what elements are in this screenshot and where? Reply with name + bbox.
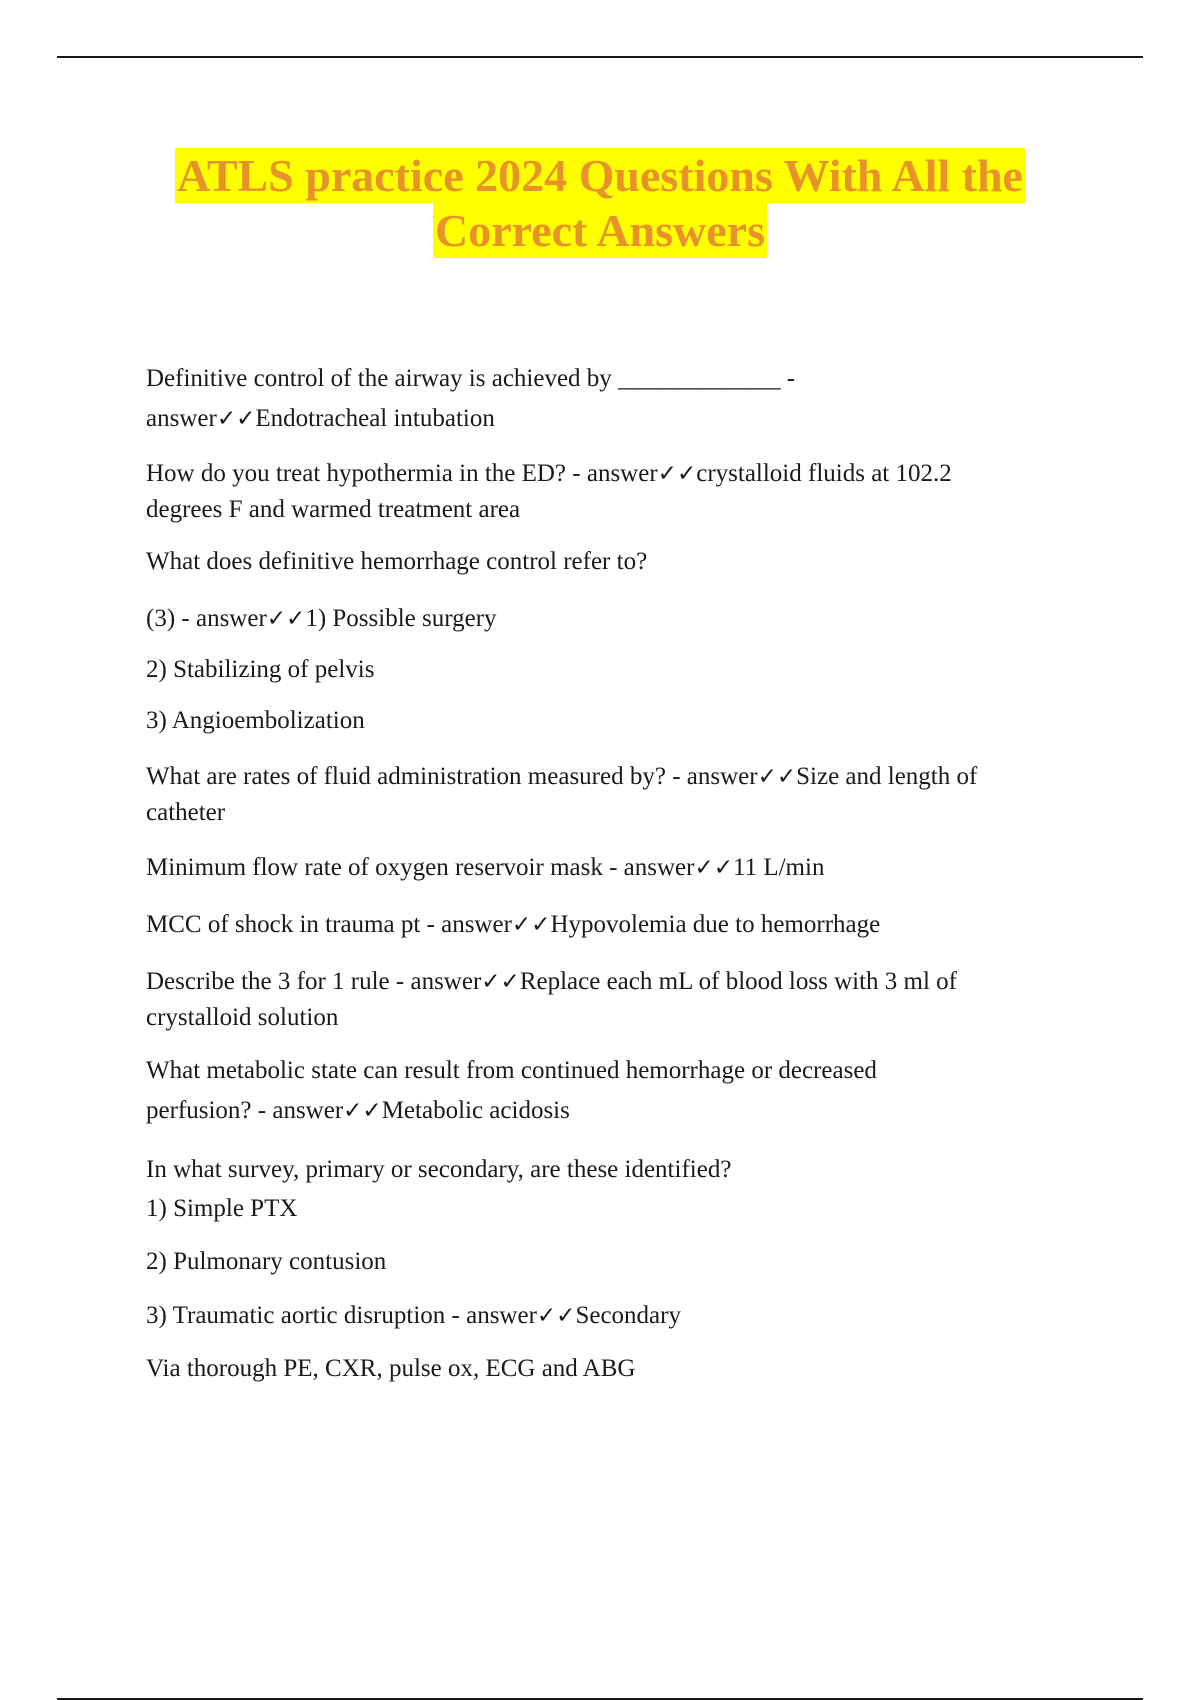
double-check-icon: ✓✓ (657, 461, 697, 487)
double-check-icon: ✓✓ (757, 764, 797, 790)
paragraph-line (146, 795, 1096, 831)
paragraph-line (146, 652, 1096, 688)
qa-paragraph (146, 759, 1096, 831)
qa-paragraph (146, 964, 1096, 1036)
paragraph-line (146, 1244, 1096, 1280)
line-text: 3) Traumatic aortic disruption - answer (146, 1302, 537, 1329)
qa-paragraph (146, 544, 1096, 580)
line-text: answer (146, 405, 217, 432)
qa-paragraph (146, 703, 1096, 739)
paragraph-line (146, 492, 1096, 528)
line-text: 2) Stabilizing of pelvis (146, 656, 375, 683)
line-text: What does definitive hemorrhage control refer to? (146, 548, 648, 575)
line-text: 1) Simple PTX (146, 1195, 298, 1222)
line-text: 3) Angioembolization (146, 707, 365, 734)
line-text: Via thorough PE, CXR, pulse ox, ECG and ABG (146, 1355, 636, 1382)
line-text: crystalloid solution (146, 1004, 339, 1031)
paragraph-line (146, 1051, 1096, 1091)
qa-paragraph (146, 652, 1096, 688)
answer-text: 11 L/min (733, 854, 825, 881)
double-check-icon: ✓✓ (343, 1098, 382, 1124)
title-line-2: Correct Answers (435, 205, 765, 256)
qa-paragraph (146, 1152, 1096, 1188)
answer-text: 1) Possible surgery (305, 605, 497, 632)
paragraph-line (146, 544, 1096, 580)
qa-paragraph (146, 907, 1096, 943)
paragraph-line (146, 703, 1096, 739)
line-text: MCC of shock in trauma pt - answer (146, 911, 512, 938)
paragraph-line (146, 601, 1096, 637)
answer-text: Metabolic acidosis (381, 1097, 570, 1124)
answer-text: Replace each mL of blood loss with 3 ml of (519, 968, 957, 995)
line-text: catheter (146, 799, 226, 826)
qa-paragraph (146, 850, 1096, 886)
paragraph-line (146, 1091, 1096, 1131)
qa-paragraph (146, 1298, 1096, 1334)
qa-paragraph (146, 1191, 1096, 1227)
paragraph-line (146, 850, 1096, 886)
top-rule (57, 56, 1143, 58)
paragraph-line (146, 359, 1096, 399)
line-text: degrees F and warmed treatment area (146, 496, 521, 523)
paragraph-line (146, 1152, 1096, 1188)
line-text: (3) - answer (146, 605, 267, 632)
double-check-icon: ✓✓ (481, 969, 520, 995)
qa-paragraph (146, 359, 1096, 439)
line-text: In what survey, primary or secondary, are these identified? (146, 1156, 732, 1183)
paragraph-line (146, 1298, 1096, 1334)
line-text: Minimum flow rate of oxygen reservoir mask - answer (146, 854, 695, 881)
paragraph-line (146, 1000, 1096, 1036)
double-check-icon: ✓✓ (511, 912, 551, 938)
qa-paragraph (146, 1351, 1096, 1387)
paragraph-line (146, 759, 1096, 795)
line-text: Definitive control of the airway is achieved by _____________ - (146, 365, 796, 392)
double-check-icon: ✓✓ (694, 855, 734, 881)
document-title (0, 148, 1200, 258)
answer-text: Hypovolemia due to hemorrhage (550, 911, 881, 938)
qa-paragraph (146, 1051, 1096, 1131)
line-text: Describe the 3 for 1 rule - answer (146, 968, 482, 995)
line-text: 2) Pulmonary contusion (146, 1248, 387, 1275)
double-check-icon: ✓✓ (266, 606, 306, 632)
qa-paragraph (146, 1244, 1096, 1280)
line-text: perfusion? - answer (146, 1097, 344, 1124)
paragraph-line (146, 456, 1096, 492)
qa-paragraph (146, 456, 1096, 528)
qa-paragraph (146, 601, 1096, 637)
answer-text: Size and length of (796, 763, 978, 790)
line-text: What are rates of fluid administration measured by? - answer (146, 763, 758, 790)
answer-text: Secondary (575, 1302, 681, 1329)
paragraph-line (146, 907, 1096, 943)
line-text: What metabolic state can result from continued hemorrhage or decreased (146, 1057, 877, 1084)
paragraph-line (146, 399, 1096, 439)
answer-text: Endotracheal intubation (255, 405, 495, 432)
answer-text: crystalloid fluids at 102.2 (696, 460, 952, 487)
double-check-icon: ✓✓ (536, 1303, 576, 1329)
line-text: How do you treat hypothermia in the ED? - answer (146, 460, 658, 487)
paragraph-line (146, 1351, 1096, 1387)
paragraph-line (146, 1191, 1096, 1227)
paragraph-line (146, 964, 1096, 1000)
title-line-1: ATLS practice 2024 Questions With All the (177, 150, 1023, 201)
double-check-icon: ✓✓ (216, 406, 256, 432)
